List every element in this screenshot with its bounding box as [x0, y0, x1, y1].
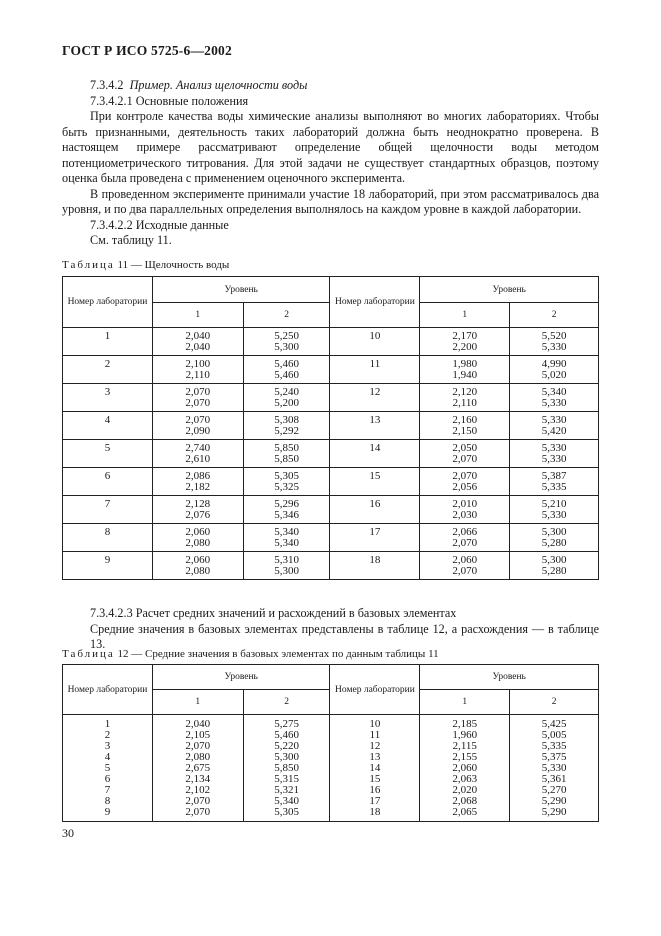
paragraph-means: Средние значения в базовых элементах представлены в таблице 12, а расхождения — в таблице 13. [90, 621, 599, 651]
lab-number: 10 [330, 328, 420, 356]
level-1-values: 2,120 2,110 [420, 384, 510, 412]
level-2-values: 5,425 5,005 5,335 5,375 5,330 5,361 5,270 5,290 5,290 [510, 715, 599, 822]
lab-number: 12 [330, 384, 420, 412]
caption-text: 11 — Щелочность воды [117, 259, 230, 271]
level-1-values: 2,160 2,150 [420, 412, 510, 440]
lab-number: 7 [63, 496, 153, 524]
level-1-values: 2,070 2,070 [152, 384, 243, 412]
level-1-values: 2,070 2,056 [420, 468, 510, 496]
level-2-values: 5,340 5,340 [243, 524, 330, 552]
level-1-values: 2,100 2,110 [152, 356, 243, 384]
table-row [63, 356, 599, 384]
level-2-values: 5,210 5,330 [510, 496, 599, 524]
column-header-level-1: 1 [152, 303, 243, 328]
lab-number: 1 [63, 328, 153, 356]
lab-number: 17 [330, 524, 420, 552]
lab-number: 3 [63, 384, 153, 412]
level-2-values: 5,300 5,280 [510, 524, 599, 552]
column-header-lab: Номер лаборатории [63, 665, 153, 715]
level-1-values: 1,980 1,940 [420, 356, 510, 384]
subsection-heading-source-data: 7.3.4.2.2 Исходные данные [90, 217, 229, 232]
lab-number: 11 [330, 356, 420, 384]
level-1-values: 2,060 2,080 [152, 552, 243, 580]
column-header-level: Уровень [420, 277, 599, 303]
level-2-values: 5,240 5,200 [243, 384, 330, 412]
lab-number: 6 [63, 468, 153, 496]
level-1-values: 2,040 2,105 2,070 2,080 2,675 2,134 2,102 2,070 2,070 [152, 715, 243, 822]
paragraph-intro: При контроле качества воды химические анализы выполняют во многих лабораториях. Чтобы быть признанными, деятельность таких лабораторий должна быть неоднократно проверена. В настоящем примере рассматривают определение общей щелочности воды методом потенциометрического титрования. Для этой задачи не существует стандартных образцов, поэтому оценка была проведена с применением оценочного эксперимента. [62, 109, 599, 185]
lab-number: 5 [63, 440, 153, 468]
table-row [63, 468, 599, 496]
lab-number: 15 [330, 468, 420, 496]
level-1-values: 2,066 2,070 [420, 524, 510, 552]
column-header-lab: Номер лаборатории [330, 277, 420, 328]
section-7-3-4-2-3 [62, 606, 599, 653]
table-11-body [63, 328, 599, 580]
level-1-values: 2,170 2,200 [420, 328, 510, 356]
column-header-level: Уровень [152, 665, 330, 690]
table-row [63, 524, 599, 552]
lab-number: 14 [330, 440, 420, 468]
level-2-values: 4,990 5,020 [510, 356, 599, 384]
column-header-level-2: 2 [510, 690, 599, 715]
level-1-values: 2,050 2,070 [420, 440, 510, 468]
level-2-values: 5,300 5,280 [510, 552, 599, 580]
see-table-reference: См. таблицу 11. [90, 233, 172, 247]
lab-number: 13 [330, 412, 420, 440]
section-title-text: Пример. Анализ щелочности воды [129, 78, 308, 92]
level-1-values: 2,128 2,076 [152, 496, 243, 524]
table-11 [62, 276, 599, 580]
level-1-values: 2,070 2,090 [152, 412, 243, 440]
column-header-lab: Номер лаборатории [330, 665, 420, 715]
level-1-values: 2,086 2,182 [152, 468, 243, 496]
section-7-3-4-2 [62, 78, 599, 249]
table-row [63, 552, 599, 580]
level-1-values: 2,040 2,040 [152, 328, 243, 356]
subsection-heading-basic: 7.3.4.2.1 Основные положения [90, 93, 249, 108]
column-header-lab: Номер лаборатории [63, 277, 153, 328]
column-header-level-2: 2 [243, 690, 330, 715]
column-header-level: Уровень [420, 665, 599, 690]
level-2-values: 5,340 5,330 [510, 384, 599, 412]
lab-number: 9 [63, 552, 153, 580]
lab-numbers: 1 2 3 4 5 6 7 8 9 [63, 715, 153, 822]
level-2-values: 5,520 5,330 [510, 328, 599, 356]
subsection-heading-means: 7.3.4.2.3 Расчет средних значений и расхождений в базовых элементах [90, 606, 457, 620]
table-row [63, 440, 599, 468]
page-number: 30 [62, 826, 74, 840]
level-2-values: 5,330 5,420 [510, 412, 599, 440]
level-2-values: 5,460 5,460 [243, 356, 330, 384]
level-1-values: 2,740 2,610 [152, 440, 243, 468]
table-row [63, 496, 599, 524]
level-2-values: 5,330 5,330 [510, 440, 599, 468]
column-header-level-2: 2 [243, 303, 330, 328]
document-header: ГОСТ Р ИСО 5725-6—2002 [62, 43, 232, 58]
level-2-values: 5,310 5,300 [243, 552, 330, 580]
caption-word: Таблица [62, 259, 115, 271]
lab-number: 2 [63, 356, 153, 384]
lab-number: 8 [63, 524, 153, 552]
level-2-values: 5,305 5,325 [243, 468, 330, 496]
section-number: 7.3.4.2 [90, 78, 124, 92]
level-1-values: 2,185 1,960 2,115 2,155 2,060 2,063 2,020 2,068 2,065 [420, 715, 510, 822]
table-11-caption [62, 259, 229, 271]
column-header-level-1: 1 [420, 690, 510, 715]
table-row [63, 384, 599, 412]
level-2-values: 5,850 5,850 [243, 440, 330, 468]
table-12-caption [62, 648, 439, 660]
column-header-level-2: 2 [510, 303, 599, 328]
lab-number: 18 [330, 552, 420, 580]
level-2-values: 5,250 5,300 [243, 328, 330, 356]
level-1-values: 2,010 2,030 [420, 496, 510, 524]
caption-text: 12 — Средние значения в базовых элементах по данным таблицы 11 [117, 648, 439, 660]
caption-word: Таблица [62, 648, 115, 660]
lab-number: 4 [63, 412, 153, 440]
level-2-values: 5,296 5,346 [243, 496, 330, 524]
level-2-values: 5,387 5,335 [510, 468, 599, 496]
table-row [63, 715, 599, 822]
level-1-values: 2,060 2,070 [420, 552, 510, 580]
lab-number: 16 [330, 496, 420, 524]
level-2-values: 5,308 5,292 [243, 412, 330, 440]
level-1-values: 2,060 2,080 [152, 524, 243, 552]
column-header-level-1: 1 [420, 303, 510, 328]
table-row [63, 412, 599, 440]
section-title [62, 78, 599, 94]
lab-numbers: 10 11 12 13 14 15 16 17 18 [330, 715, 420, 822]
table-row [63, 328, 599, 356]
column-header-level-1: 1 [152, 690, 243, 715]
level-2-values: 5,275 5,460 5,220 5,300 5,850 5,315 5,321 5,340 5,305 [243, 715, 330, 822]
table-12 [62, 664, 599, 822]
paragraph-experiment: В проведенном эксперименте принимали участие 18 лабораторий, при этом рассматривалось два уровня, и по два параллельных определения выполнялось на каждом уровне в каждой лаборатории. [62, 186, 599, 216]
column-header-level: Уровень [152, 277, 330, 303]
